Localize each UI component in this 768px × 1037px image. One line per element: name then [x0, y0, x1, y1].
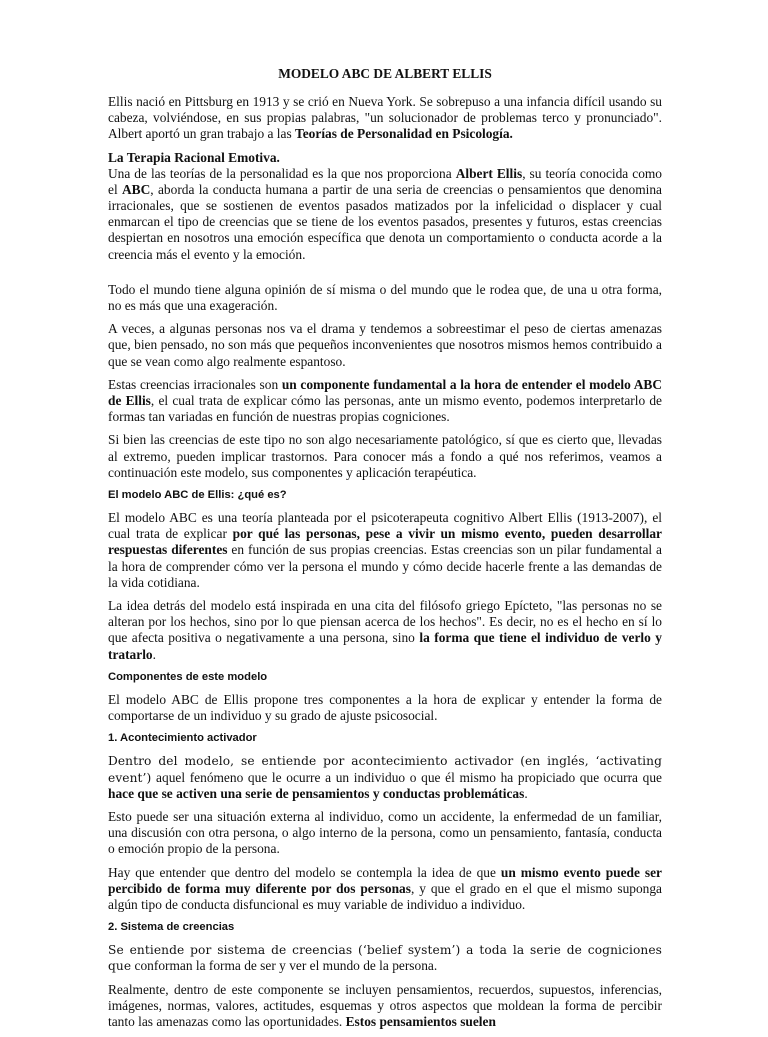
- heading-modelo-abc: El modelo ABC de Ellis: ¿qué es?: [108, 489, 287, 502]
- document-title: MODELO ABC DE ALBERT ELLIS: [278, 66, 492, 81]
- heading-terapia: La Terapia Racional Emotiva.: [108, 149, 280, 165]
- paragraph-componentes: El modelo ABC de Ellis propone tres componentes a la hora de explicar y entender la forma de comportarse de un individuo y su grado de ajuste psicosocial.: [108, 691, 662, 724]
- paragraph-acontecimiento: Dentro del modelo, se entiende por acontecimiento activador (en inglés, ‘activating event’) aquel fenómeno que le ocurre a un individuo o que él mismo ha propiciado que ocurra que hace que se activen una serie de pensamientos y conductas problemáticas.: [108, 754, 662, 801]
- paragraph-intro: Ellis nació en Pittsburg en 1913 y se crió en Nueva York. Se sobrepuso a una infancia difícil usando su cabeza, volviéndose, en sus propias palabras, "un solucionador de problemas terco y pronunciado". Albert aportó un gran trabajo a las Teorías de Personalidad en Psicología.: [108, 94, 662, 142]
- heading-componentes: Componentes de este modelo: [108, 670, 268, 683]
- document-page: [108, 66, 662, 1037]
- paragraph-sistema: Se entiende por sistema de creencias (‘belief system’) a toda la serie de cogniciones que conforman la forma de ser y ver el mundo de la persona.: [108, 943, 662, 974]
- paragraph-patologico: Si bien las creencias de este tipo no son algo necesariamente patológico, sí que es cierto que, llevadas al extremo, pueden implicar trastornos. Para conocer más a fondo a qué nos referimos, veamos a continuación este modelo, sus componentes y aplicación terapéutica.: [108, 432, 662, 480]
- paragraph-opinion: Todo el mundo tiene alguna opinión de sí misma o del mundo que le rodea que, de una u otra forma, no es más que una exageración.: [108, 281, 662, 314]
- paragraph-situacion: Esto puede ser una situación externa al individuo, como un accidente, la enfermedad de un familiar, una discusión con otra persona, o algo interno de la persona, como un pensamiento, fantasía, conducta o emoción propio de la persona.: [108, 808, 662, 857]
- heading-sistema-creencias: 2. Sistema de creencias: [108, 921, 235, 934]
- paragraph-epicteto: La idea detrás del modelo está inspirada en una cita del filósofo griego Epícteto, "las personas no se alteran por los hechos, sino por lo que piensan acerca de los hechos". Es decir, no es el hecho en sí lo que afecta positiva o negativamente a una persona, sino la forma que tiene el individuo de verlo y tratarlo.: [108, 598, 662, 662]
- paragraph-drama: A veces, a algunas personas nos va el drama y tendemos a sobreestimar el peso de ciertas amenazas que, bien pensado, no son más que pequeños inconvenientes que nosotros mismos hemos contribuido a que se vean como algo realmente espantoso.: [108, 321, 662, 369]
- paragraph-pensamientos: Realmente, dentro de este componente se incluyen pensamientos, recuerdos, supuestos, inferencias, imágenes, normas, valores, actitudes, esquemas y otros aspectos que moldean la forma de percibir tanto las amenazas como las oportunidades. Estos pensamientos suelen: [108, 981, 662, 1029]
- heading-acontecimiento: 1. Acontecimiento activador: [108, 732, 257, 745]
- paragraph-teoria: Una de las teorías de la personalidad es la que nos proporciona Albert Ellis, su teoría conocida como el ABC, aborda la conducta humana a partir de una seria de creencias o pensamientos que denomina irracionales, que se sostienen de eventos pasados matizados por la infelicidad o displacer y cual enmarcan el tipo de creencias que se tiene de los eventos pasados, presentes y futuros, estas creencias despiertan en nosotros una emoción específica que denota un comportamiento o conducta acorde a la creencia más el evento y la emoción.: [108, 165, 663, 262]
- paragraph-modelo: El modelo ABC es una teoría planteada por el psicoterapeuta cognitivo Albert Ellis (1913-2007), el cual trata de explicar por qué las personas, pese a vivir un mismo evento, pueden desarrollar respuestas diferentes en función de sus propias creencias. Estas creencias son un pilar fundamental a la hora de comprender cómo ver la persona el mundo y cómo decide hacerle frente a las demandas de la vida cotidiana.: [108, 510, 662, 590]
- paragraph-creencias: Estas creencias irracionales son un componente fundamental a la hora de entender el modelo ABC de Ellis, el cual trata de explicar cómo las personas, ante un mismo evento, podemos interpretarlo de formas tan variadas en función de nuestras propias cogniciones.: [108, 376, 663, 425]
- paragraph-mismo-evento: Hay que entender que dentro del modelo se contempla la idea de que un mismo evento puede ser percibido de forma muy diferente por dos personas, y que el grado en el que el mismo suponga algún tipo de conducta disfuncional es muy variable de individuo a individuo.: [108, 864, 662, 912]
